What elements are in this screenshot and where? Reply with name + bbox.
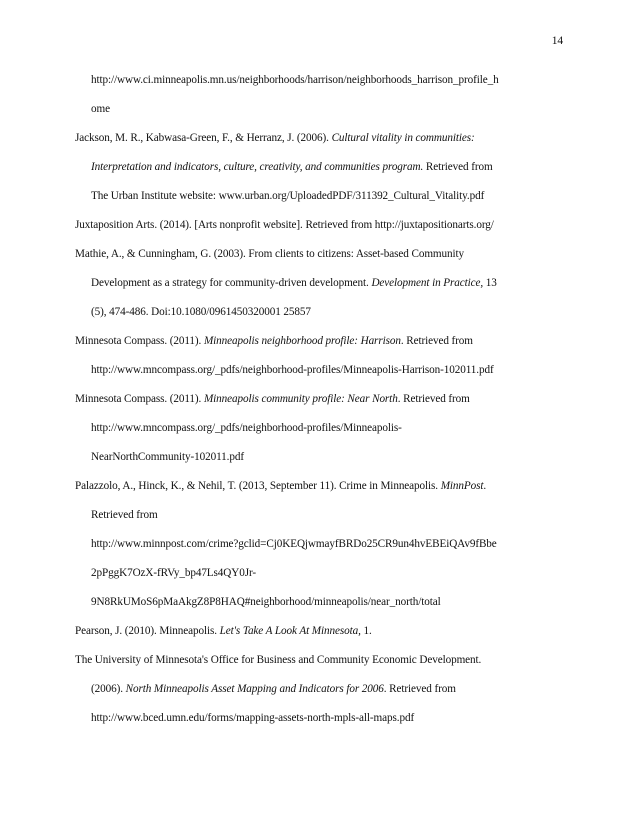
reference-entry — [75, 472, 565, 617]
reference-text: http://www.mncompass.org/_pdfs/neighborhood-profiles/Minneapolis- — [91, 422, 402, 434]
reference-title-text: Interpretation and indicators, culture, creativity, and communities program. — [91, 161, 424, 173]
reference-line — [75, 559, 565, 588]
reference-title-text: North Minneapolis Asset Mapping and Indicators for 2006 — [125, 683, 384, 695]
reference-title-text: Minneapolis community profile: Near North — [203, 393, 398, 405]
reference-line — [75, 617, 565, 646]
reference-line — [75, 66, 565, 95]
reference-entry — [75, 240, 565, 327]
page-number: 14 — [551, 35, 563, 47]
reference-text: Palazzolo, A., Hinck, K., & Nehil, T. (2013, September 11). Crime in Minneapolis. — [75, 480, 441, 492]
reference-text: . Retrieved from — [383, 683, 456, 695]
reference-text: (2006). — [91, 683, 126, 695]
reference-list — [75, 66, 565, 733]
reference-title-text: Minneapolis neighborhood profile: Harrison — [203, 335, 401, 347]
reference-text: NearNorthCommunity-102011.pdf — [91, 451, 244, 463]
reference-line — [75, 240, 565, 269]
reference-line — [75, 588, 565, 617]
reference-entry — [75, 211, 565, 240]
reference-title-text: MinnPost — [440, 480, 484, 492]
reference-entry — [75, 66, 565, 124]
reference-title-text: Cultural vitality in communities: — [331, 132, 475, 144]
reference-entry — [75, 124, 565, 211]
reference-line — [75, 646, 565, 675]
reference-text: Retrieved from — [423, 161, 493, 173]
reference-entry — [75, 327, 565, 385]
reference-text: 13 — [483, 277, 497, 289]
reference-text: . Retrieved from — [400, 335, 473, 347]
reference-line — [75, 472, 565, 501]
reference-text: (5), 474-486. Doi:10.1080/0961450320001 25857 — [91, 306, 311, 318]
reference-text: . — [483, 480, 487, 492]
reference-line — [75, 95, 565, 124]
reference-text: 9N8RkUMoS6pMaAkgZ8P8HAQ#neighborhood/minneapolis/near_north/total — [91, 596, 441, 608]
reference-line — [75, 530, 565, 559]
reference-line — [75, 124, 565, 153]
reference-text: http://www.mncompass.org/_pdfs/neighborhood-profiles/Minneapolis-Harrison-102011.pdf — [91, 364, 494, 376]
reference-entry — [75, 646, 565, 733]
reference-text: 1. — [360, 625, 372, 637]
reference-entry — [75, 385, 565, 472]
reference-line — [75, 211, 565, 240]
reference-text: 2pPggK7OzX-fRVy_bp47Ls4QY0Jr- — [91, 567, 257, 579]
reference-line — [75, 356, 565, 385]
reference-line — [75, 327, 565, 356]
reference-text: Development as a strategy for community-driven development. — [91, 277, 372, 289]
reference-line — [75, 501, 565, 530]
reference-text: Minnesota Compass. (2011). — [75, 335, 204, 347]
reference-text: http://www.bced.umn.edu/forms/mapping-assets-north-mpls-all-maps.pdf — [91, 712, 415, 724]
reference-text: Minnesota Compass. (2011). — [75, 393, 204, 405]
reference-line — [75, 153, 565, 182]
reference-text: http://www.ci.minneapolis.mn.us/neighborhoods/harrison/neighborhoods_harrison_profile_h — [91, 74, 499, 86]
reference-title-text: Let's Take A Look At Minnesota, — [219, 625, 361, 637]
reference-text: Pearson, J. (2010). Minneapolis. — [75, 625, 220, 637]
reference-entry — [75, 617, 565, 646]
reference-text: The University of Minnesota's Office for Business and Community Economic Development. — [75, 654, 482, 666]
reference-line — [75, 675, 565, 704]
reference-title-text: Development in Practice, — [371, 277, 484, 289]
reference-line — [75, 269, 565, 298]
reference-text: http://www.minnpost.com/crime?gclid=Cj0KEQjwmayfBRDo25CR9un4hvEBEiQAv9fBbe — [91, 538, 497, 550]
reference-text: Retrieved from — [91, 509, 158, 521]
reference-text: The Urban Institute website: www.urban.org/UploadedPDF/311392_Cultural_Vitality.pdf — [91, 190, 485, 202]
reference-text: . Retrieved from — [397, 393, 470, 405]
reference-line — [75, 182, 565, 211]
reference-line — [75, 414, 565, 443]
reference-text: Juxtaposition Arts. (2014). [Arts nonprofit website]. Retrieved from http://juxtapositionarts.org/ — [75, 219, 494, 231]
reference-line — [75, 704, 565, 733]
reference-line — [75, 385, 565, 414]
reference-line — [75, 298, 565, 327]
reference-text: ome — [91, 103, 110, 115]
reference-text: Mathie, A., & Cunningham, G. (2003). From clients to citizens: Asset-based Community — [75, 248, 465, 260]
reference-text: Jackson, M. R., Kabwasa-Green, F., & Herranz, J. (2006). — [75, 132, 332, 144]
reference-line — [75, 443, 565, 472]
